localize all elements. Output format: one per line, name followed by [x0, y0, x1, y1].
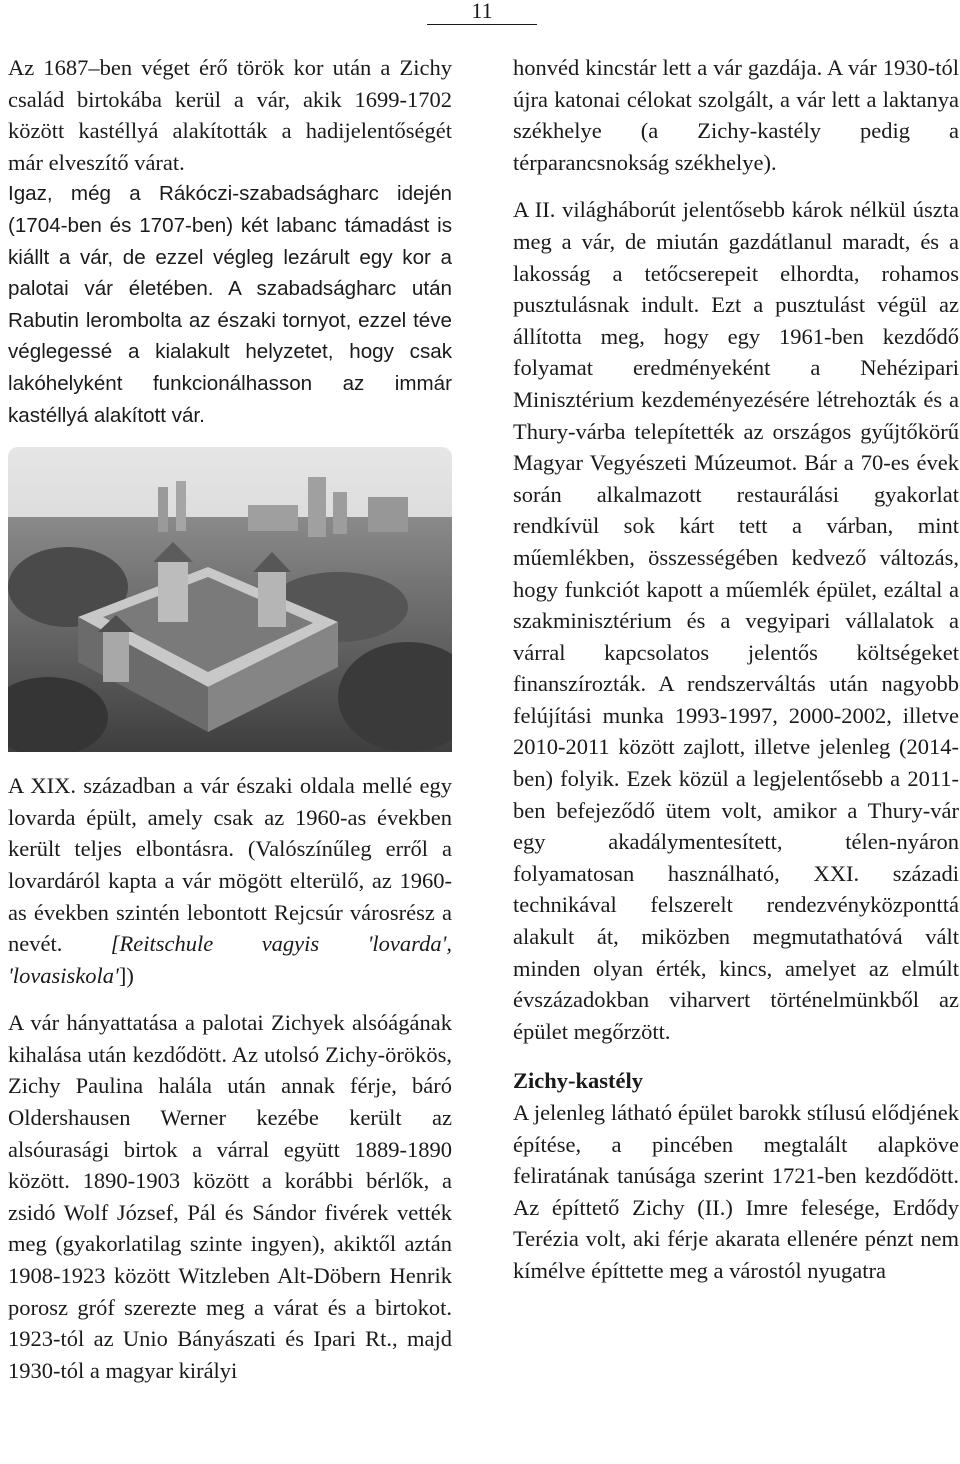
section-heading: Zichy-kastély [513, 1068, 644, 1094]
reitschule-italic: [Reitschule vagyis 'lovarda', 'lovasiskola' [8, 931, 453, 988]
paragraph-museum: A II. világháborút jelentősebb károk nélkül úszta meg a vár, de miután gazdátlanul maradt, és a lakosság a tetőcserepeit elhordta, rohamos pusztulásnak indult. Ezt a pusztulást végül az állította meg, hogy egy 1961-ben kezdődő folyamat eredményeként a Nehézipari Minisztérium kezdeményezésére létrehozták és a Thury-várba telepítették az országos gyűjtőkörű Magyar Vegyészeti Múzeumot. Bár a 70-es évek során alkalmazott restaurálási gyakorlat rendkívül sok kárt tett a várban, mint műemlékben, összességében kedvező változás, hogy funkciót kapott a műemlék épület, ezáltal a szakminisztérium és a vegyipari vállalatok a várral kapcsolatos jelentős költségeket finanszírozták. A rendszerváltás után nagyobb felújítási munka 1993-1997, 2000-2002, illetve 2010-2011 között zajlott, illetve jelenleg (2014-ben) folyik. Ezek közül a legjelentősebb a 2011-ben befejeződő ütem volt, amikor a Thury-vár egy akadálymentesített, télen-nyáron folyamatosan használható, XXI. századi technikával felszerelt rendezvényközponttá alakult át, miközben megmutathatóvá vált minden olyan érték, kincs, amelyet az elmúlt évszázadokban viharvert történelmünkből az épület megőrzött. [513, 197, 959, 1044]
paragraph-ownership: A vár hányattatása a palotai Zichyek alsóágának kihalása után kezdődött. Az utolsó Zichy-örökös, Zichy Paulina halála után annak férje, báró Oldershausen Werner kezébe került az alsóurasági birtok a várral együtt 1889-1890 között. 1890-1903 között a korábbi bérlők, a zsidó Wolf József, Pál és Sándor fivérek vették meg (gyakorlatilag szinte ingyen), akiktől aztán 1908-1923 között Witzleben Alt-Döbern Henrik porosz gróf szerezte meg a várat és a birtokot. 1923-tól az Unio Bányászati és Ipari Rt., majd 1930-tól a magyar királyi [8, 1010, 452, 1383]
paragraph-rakoczi: Igaz, még a Rákóczi-szabadságharc idején (1704-ben és 1707-ben) két labanc támadást is kiállt a vár, de ezzel végleg lezárult egy kor a palotai vár életében. A szabadságharc után Rabutin lerombolta az északi tornyot, ezzel téve véglegessé a kialakult helyzetet, hogy csak lakóhelyként funkcionálhasson az immár kastéllyá alakított vár. [8, 182, 452, 427]
page-number: 11 [427, 0, 537, 25]
left-column [8, 52, 452, 1386]
paragraph-honved: honvéd kincstár lett a vár gazdája. A vár 1930-tól újra katonai célokat szolgált, a vár lett a laktanya székhelye (a Zichy-kastély pedig a térparancsnokság székhelye). [513, 55, 959, 175]
lovarda-text: A XIX. században a vár északi oldala mellé egy lovarda épült, amely csak az 1960-as években került teljes elbontásra. (Valószínűleg erről a lovardáról kapta a vár mögött elterülő, az 1960-as években szintén lebontott Rejcsúr városrész a nevét. [8, 773, 452, 957]
paragraph-lovarda [8, 770, 452, 991]
right-column [513, 52, 959, 1287]
castle-photo-image [8, 447, 452, 752]
lovarda-closing: ]) [118, 962, 134, 988]
castle-aerial-photo [8, 447, 452, 752]
paragraph-zichy-era: Az 1687–ben véget érő török kor után a Zichy család birtokába kerül a vár, akik 1699-1702 között kastéllyá alakították a hadijelentőségét már elveszítő várat. [8, 55, 452, 175]
paragraph-kastely: A jelenleg látható épület barokk stílusú elődjének építése, a pincében megtalált alapköve feliratának tanúsága szerint 1721-ben kezdődött. Az építtető Zichy (II.) Imre felesége, Erdődy Terézia volt, aki férje akarata ellenére pénzt nem kímélve építtette meg a várostól nyugatra [513, 1100, 959, 1283]
